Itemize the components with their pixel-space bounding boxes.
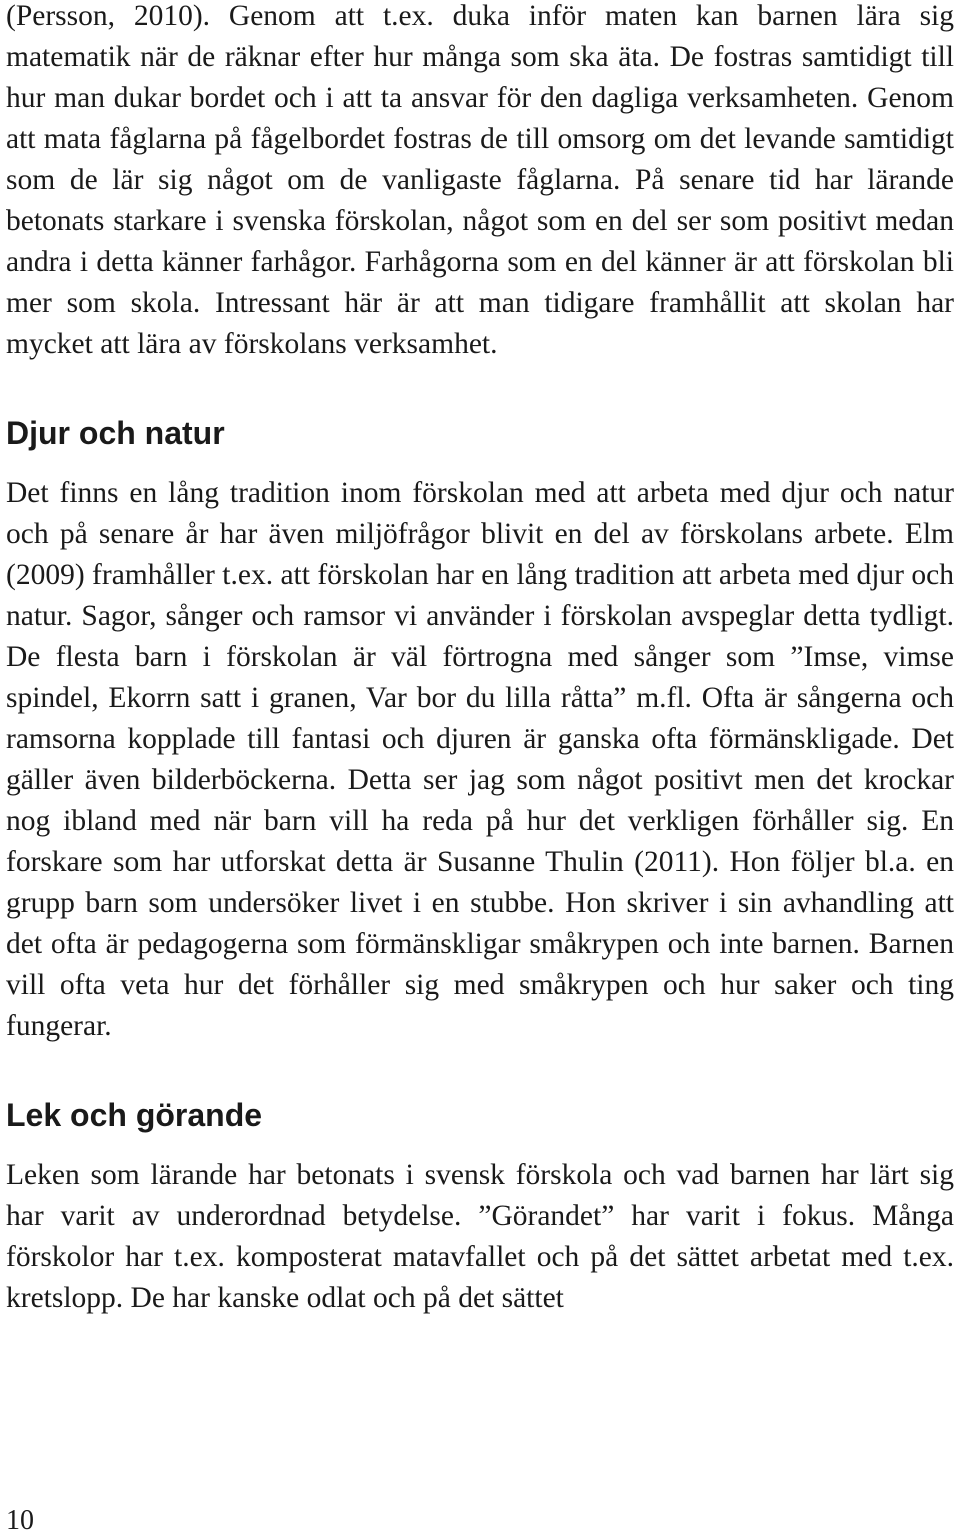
section-heading-djur-och-natur: Djur och natur bbox=[6, 415, 225, 451]
page-number: 10 bbox=[6, 1505, 34, 1536]
document-page bbox=[6, 0, 954, 1319]
section-paragraph-lek-och-gorande: Leken som lärande har betonats i svensk förskola och vad barnen har lärt sig har varit av underordnad betydelse. ”Görandet” har varit i fokus. Många förskolor har t.ex. komposterat matavfallet och på det sättet arbetat med t.ex. kretslopp. De har kanske odlat och på det sättet bbox=[6, 1159, 954, 1314]
intro-paragraph: (Persson, 2010). Genom att t.ex. duka inför maten kan barnen lära sig matematik när de räknar efter hur många som ska äta. De fostras samtidigt till hur man dukar bordet och i att ta ansvar för den dagliga verksamheten. Genom att mata fåglarna på fågelbordet fostras de till omsorg om det levande samtidigt som de lär sig något om de vanligaste fåglarna. På senare tid har lärande betonats starkare i svenska förskolan, något som en del ser som positivt medan andra i detta känner farhågor. Farhågorna som en del känner är att förskolan bli mer som skola. Intressant här är att man tidigare framhållit att skolan har mycket att lära av förskolans verksamhet. bbox=[6, 0, 954, 360]
section-paragraph-djur-och-natur: Det finns en lång tradition inom förskolan med att arbeta med djur och natur och på senare år har även miljöfrågor blivit en del av förskolans arbete. Elm (2009) framhåller t.ex. att förskolan har en lång tradition att arbeta med djur och natur. Sagor, sånger och ramsor vi använder i förskolan avspeglar detta tydligt. De flesta barn i förskolan är väl förtrogna med sånger som ”Imse, vimse spindel, Ekorrn satt i granen, Var bor du lilla råtta” m.fl. Ofta är sångerna och ramsorna kopplade till fantasi och djuren är ganska ofta förmänskligade. Det gäller även bilderböckerna. Detta ser jag som något positivt men det krockar nog ibland med när barn vill ha reda på hur det verkligen förhåller sig. En forskare som har utforskat detta är Susanne Thulin (2011). Hon följer bl.a. en grupp barn som undersöker livet i en stubbe. Hon skriver i sin avhandling att det ofta är pedagogerna som förmänskligar småkrypen och inte barnen. Barnen vill ofta veta hur det förhåller sig med småkrypen och hur saker och ting fungerar. bbox=[6, 477, 954, 1042]
section-heading-lek-och-gorande: Lek och görande bbox=[6, 1097, 263, 1133]
